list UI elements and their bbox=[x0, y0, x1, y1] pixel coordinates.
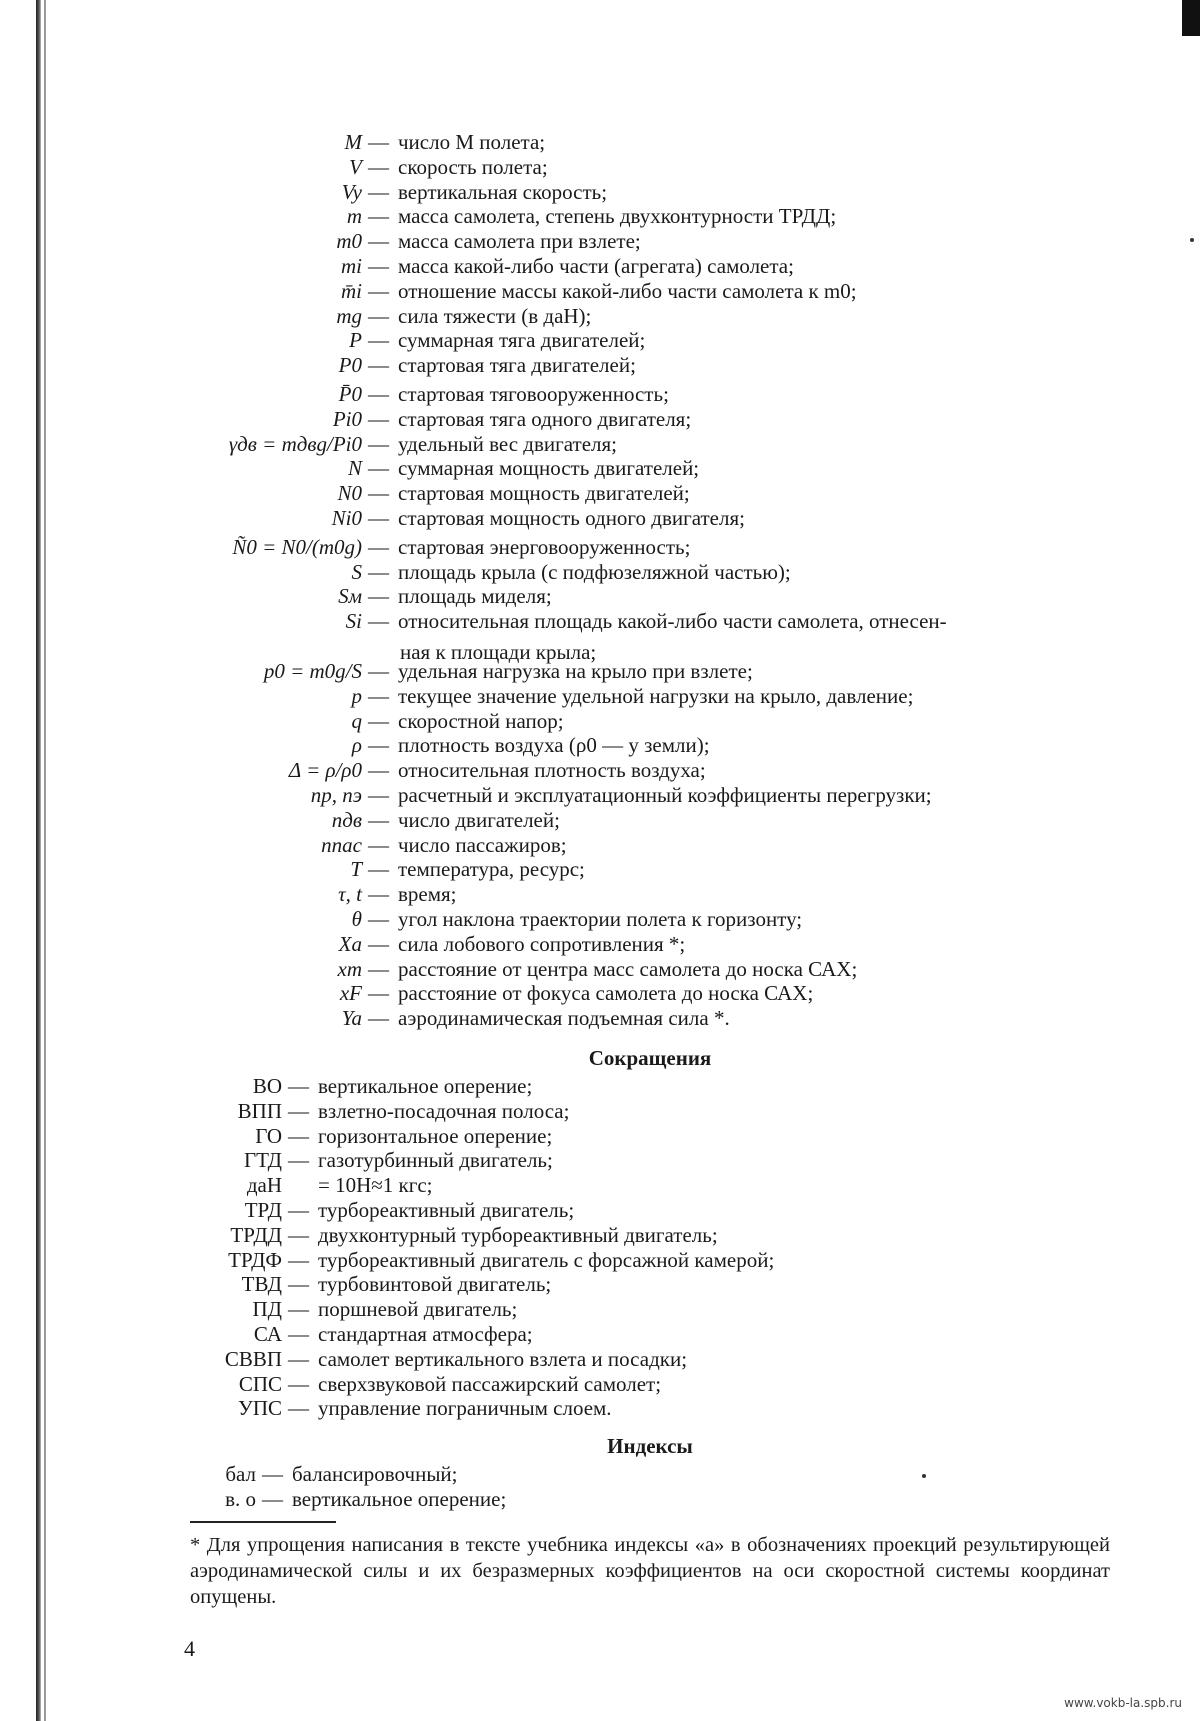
dash: — bbox=[368, 783, 389, 807]
abbreviation-definition: = 10Н≈1 кгс; bbox=[318, 1173, 433, 1198]
symbol-term: m bbox=[346, 204, 362, 229]
dash: — bbox=[288, 1346, 309, 1371]
dash: — bbox=[368, 506, 389, 530]
dash: — bbox=[368, 456, 389, 481]
symbol-definition: плотность воздуха (ρ0 — у земли); bbox=[398, 733, 710, 758]
dash: — bbox=[368, 584, 389, 609]
symbol-term: q bbox=[351, 708, 362, 733]
symbol-term: V bbox=[349, 154, 362, 179]
dash: — bbox=[368, 130, 389, 154]
dash: — bbox=[368, 406, 389, 431]
symbol-definition: масса какой-либо части (агрегата) самолета; bbox=[398, 254, 794, 278]
symbol-row bbox=[0, 407, 1200, 432]
dash: — bbox=[368, 931, 389, 956]
abbreviation-definition: турбореактивный двигатель с форсажной камерой; bbox=[318, 1247, 775, 1272]
abbreviation-term: ВО bbox=[252, 1074, 282, 1098]
abbreviation-row bbox=[0, 1148, 1200, 1173]
index-definition: вертикальное оперение; bbox=[292, 1486, 507, 1511]
symbol-term: nр, nэ bbox=[310, 783, 362, 807]
symbol-row bbox=[0, 506, 1200, 531]
symbol-term: M bbox=[344, 130, 362, 154]
symbol-term: Si bbox=[345, 609, 362, 634]
dash: — bbox=[288, 1074, 309, 1098]
symbol-row bbox=[0, 456, 1200, 481]
dash: — bbox=[288, 1148, 309, 1173]
dash: — bbox=[368, 204, 389, 229]
symbol-definition: скорость полета; bbox=[398, 154, 548, 179]
index-term: в. о bbox=[225, 1486, 256, 1511]
symbol-definition: сила тяжести (в даН); bbox=[398, 303, 592, 328]
abbreviation-definition: газотурбинный двигатель; bbox=[318, 1148, 553, 1173]
symbol-definition: скоростной напор; bbox=[398, 708, 564, 733]
dash: — bbox=[368, 832, 389, 857]
dash: — bbox=[368, 481, 389, 506]
dash: — bbox=[368, 278, 389, 303]
symbol-row bbox=[0, 684, 1200, 709]
symbol-definition: стартовая тяга двигателей; bbox=[398, 353, 636, 378]
dash: — bbox=[368, 708, 389, 733]
dash: — bbox=[368, 1006, 389, 1031]
symbol-row bbox=[0, 279, 1200, 304]
abbreviation-definition: управление пограничным слоем. bbox=[318, 1396, 612, 1421]
symbol-definition: стартовая мощность двигателей; bbox=[398, 481, 690, 506]
symbol-term: p bbox=[351, 683, 362, 708]
symbol-definition: стартовая энерговооруженность; bbox=[398, 534, 691, 559]
dash: — bbox=[288, 1272, 309, 1297]
page-number: 4 bbox=[184, 1636, 195, 1661]
symbol-definition: аэродинамическая подъемная сила *. bbox=[398, 1006, 730, 1031]
symbol-definition: масса самолета, степень двухконтурности ТРДД; bbox=[398, 204, 837, 229]
dash: — bbox=[288, 1247, 309, 1272]
symbol-row bbox=[0, 382, 1200, 407]
symbol-definition: температура, ресурс; bbox=[398, 857, 585, 882]
dash: — bbox=[288, 1222, 309, 1247]
abbreviation-definition: сверхзвуковой пассажирский самолет; bbox=[318, 1371, 662, 1396]
dash: — bbox=[368, 559, 389, 584]
symbol-definition: удельный вес двигателя; bbox=[398, 431, 617, 456]
symbol-row bbox=[0, 609, 1200, 634]
abbreviation-row bbox=[0, 1223, 1200, 1248]
dash: — bbox=[368, 382, 389, 406]
dash: — bbox=[368, 609, 389, 634]
symbol-definition: удельная нагрузка на крыло при взлете; bbox=[398, 659, 753, 683]
index-row bbox=[0, 1462, 1200, 1487]
symbol-term: N bbox=[347, 456, 362, 481]
abbreviation-term: ТРД bbox=[244, 1198, 282, 1222]
symbol-term: θ bbox=[351, 907, 362, 931]
symbol-row bbox=[0, 758, 1200, 783]
symbol-definition: угол наклона траектории полета к горизонту; bbox=[398, 907, 803, 931]
symbol-definition: расчетный и эксплуатационный коэффициенты перегрузки; bbox=[398, 783, 932, 807]
symbol-term: P bbox=[349, 328, 362, 353]
symbol-term: Xa bbox=[338, 931, 362, 956]
index-term: бал bbox=[225, 1462, 256, 1486]
dash: — bbox=[368, 956, 389, 981]
symbol-definition: время; bbox=[398, 882, 457, 907]
symbol-definition: расстояние от фокуса самолета до носка САХ; bbox=[398, 981, 814, 1006]
symbol-definition: стартовая тяга одного двигателя; bbox=[398, 406, 692, 431]
symbol-row bbox=[0, 709, 1200, 734]
dash: — bbox=[368, 733, 389, 758]
symbol-row bbox=[0, 304, 1200, 329]
symbol-row bbox=[0, 155, 1200, 180]
symbol-row bbox=[0, 833, 1200, 858]
symbol-term: γдв = mдвg/Pi0 bbox=[228, 431, 362, 456]
symbol-row bbox=[0, 180, 1200, 205]
abbreviation-definition: турбореактивный двигатель; bbox=[318, 1198, 575, 1222]
abbreviation-term: УПС bbox=[237, 1396, 282, 1421]
dash: — bbox=[368, 807, 389, 832]
symbol-definition: относительная площадь какой-либо части самолета, отнесен- bbox=[398, 609, 947, 634]
symbol-row bbox=[0, 432, 1200, 457]
abbreviation-row bbox=[0, 1322, 1200, 1347]
abbreviation-definition: вертикальное оперение; bbox=[318, 1074, 533, 1098]
symbol-row bbox=[0, 808, 1200, 833]
symbol-row bbox=[0, 882, 1200, 907]
dash: — bbox=[368, 907, 389, 931]
symbol-term: xF bbox=[339, 981, 362, 1006]
symbol-row bbox=[0, 481, 1200, 506]
symbol-row bbox=[0, 957, 1200, 982]
abbreviation-row bbox=[0, 1248, 1200, 1273]
symbol-definition: сила лобового сопротивления *; bbox=[398, 931, 686, 956]
symbol-term: mg bbox=[336, 303, 362, 328]
abbreviation-row bbox=[0, 1173, 1200, 1198]
symbol-term: Sм bbox=[338, 584, 362, 609]
dash: — bbox=[368, 534, 389, 559]
symbol-term: P̄0 bbox=[338, 382, 362, 406]
symbol-term: T bbox=[350, 857, 362, 882]
abbreviation-term: ВПП bbox=[237, 1098, 282, 1123]
symbol-term: P0 bbox=[338, 353, 362, 378]
abbreviation-row bbox=[0, 1198, 1200, 1223]
symbol-term: nдв bbox=[331, 807, 362, 832]
dash: — bbox=[288, 1396, 309, 1421]
symbol-term: m̄i bbox=[341, 278, 362, 303]
symbol-term: Ni0 bbox=[331, 506, 362, 530]
symbol-definition: суммарная мощность двигателей; bbox=[398, 456, 700, 481]
symbol-definition: суммарная тяга двигателей; bbox=[398, 328, 646, 353]
dash: — bbox=[368, 154, 389, 179]
dash: — bbox=[288, 1297, 309, 1322]
abbreviation-term: СА bbox=[253, 1322, 282, 1346]
dash: — bbox=[368, 431, 389, 456]
dash: — bbox=[368, 328, 389, 353]
symbol-definition: число пассажиров; bbox=[398, 832, 567, 857]
abbreviation-row bbox=[0, 1297, 1200, 1322]
watermark: www.vokb-la.spb.ru bbox=[1064, 1696, 1182, 1710]
symbol-definition: число двигателей; bbox=[398, 807, 560, 832]
symbol-term: Vy bbox=[341, 179, 362, 204]
symbol-definition: относительная плотность воздуха; bbox=[398, 758, 706, 783]
dash: — bbox=[368, 303, 389, 328]
abbreviation-row bbox=[0, 1347, 1200, 1372]
abbreviation-term: ТВД bbox=[241, 1272, 282, 1297]
dash: — bbox=[368, 659, 389, 683]
abbreviations-title: Сокращения bbox=[588, 1046, 712, 1070]
symbol-row bbox=[0, 130, 1200, 155]
dash: — bbox=[368, 857, 389, 882]
symbol-row bbox=[0, 1006, 1200, 1031]
abbreviation-definition: взлетно-посадочная полоса; bbox=[318, 1098, 570, 1123]
symbol-row bbox=[0, 907, 1200, 932]
symbol-row bbox=[0, 932, 1200, 957]
dash: — bbox=[288, 1098, 309, 1123]
dash: — bbox=[368, 254, 389, 278]
dash: — bbox=[368, 882, 389, 907]
symbol-row bbox=[0, 783, 1200, 808]
index-definition: балансировочный; bbox=[292, 1462, 458, 1486]
symbol-row bbox=[0, 204, 1200, 229]
symbol-definition: площадь крыла (с подфюзеляжной частью); bbox=[398, 559, 791, 584]
indices-title: Индексы bbox=[607, 1434, 693, 1458]
symbol-term: ρ bbox=[351, 733, 362, 758]
abbreviation-row bbox=[0, 1099, 1200, 1124]
symbol-row bbox=[0, 733, 1200, 758]
symbol-term: Δ = ρ/ρ0 bbox=[288, 758, 362, 783]
abbreviation-term: СВВП bbox=[224, 1346, 282, 1371]
symbol-term: nпас bbox=[321, 832, 362, 857]
symbol-definition: вертикальная скорость; bbox=[398, 179, 608, 204]
abbreviation-term: ТРДФ bbox=[228, 1247, 282, 1272]
symbol-definition: расстояние от центра масс самолета до носка САХ; bbox=[398, 956, 858, 981]
symbol-definition: отношение массы какой-либо части самолета к m0; bbox=[398, 278, 857, 303]
symbol-row bbox=[0, 229, 1200, 254]
symbol-definition: площадь миделя; bbox=[398, 584, 552, 609]
symbol-definition: текущее значение удельной нагрузки на крыло, давление; bbox=[398, 683, 914, 708]
abbreviation-row bbox=[0, 1372, 1200, 1397]
abbreviation-row bbox=[0, 1074, 1200, 1099]
symbol-definition: стартовая тяговооруженность; bbox=[398, 382, 669, 406]
dash: — bbox=[368, 758, 389, 783]
dash: — bbox=[368, 179, 389, 204]
scan-corner bbox=[1182, 0, 1200, 36]
abbreviation-definition: самолет вертикального взлета и посадки; bbox=[318, 1346, 688, 1371]
symbol-definition: масса самолета при взлете; bbox=[398, 229, 641, 254]
symbol-definition: стартовая мощность одного двигателя; bbox=[398, 506, 745, 530]
abbreviation-definition: поршневой двигатель; bbox=[318, 1297, 518, 1322]
symbol-row bbox=[0, 981, 1200, 1006]
abbreviation-row bbox=[0, 1124, 1200, 1149]
abbreviation-definition: стандартная атмосфера; bbox=[318, 1322, 533, 1346]
symbol-term: Ya bbox=[341, 1006, 362, 1031]
abbreviation-term: ГО bbox=[255, 1123, 282, 1148]
abbreviation-row bbox=[0, 1396, 1200, 1421]
symbol-row bbox=[0, 659, 1200, 684]
symbol-term: S bbox=[351, 559, 362, 584]
dash: — bbox=[368, 229, 389, 254]
abbreviation-row bbox=[0, 1272, 1200, 1297]
symbol-term: m0 bbox=[336, 229, 362, 254]
footnote-rule bbox=[190, 1521, 336, 1523]
dash: — bbox=[288, 1371, 309, 1396]
abbreviation-definition: турбовинтовой двигатель; bbox=[318, 1272, 552, 1297]
symbol-term: Pi0 bbox=[332, 406, 362, 431]
symbol-row bbox=[0, 353, 1200, 378]
abbreviation-term: даН bbox=[246, 1173, 282, 1198]
dash: — bbox=[368, 683, 389, 708]
abbreviation-term: СПС bbox=[238, 1371, 282, 1396]
abbreviation-term: ГТД bbox=[244, 1148, 282, 1173]
symbol-continuation: ная к площади крыла; bbox=[400, 640, 597, 664]
abbreviation-definition: горизонтальное оперение; bbox=[318, 1123, 553, 1148]
dash: — bbox=[288, 1123, 309, 1148]
index-row bbox=[0, 1487, 1200, 1512]
symbol-row bbox=[0, 584, 1200, 609]
symbol-term: p0 = m0g/S bbox=[263, 659, 362, 683]
symbol-row bbox=[0, 535, 1200, 560]
dash: — bbox=[368, 353, 389, 378]
symbol-term: mi bbox=[341, 254, 362, 278]
dash: — bbox=[368, 981, 389, 1006]
symbol-row bbox=[0, 857, 1200, 882]
dash: — bbox=[288, 1198, 309, 1222]
abbreviation-definition: двухконтурный турбореактивный двигатель; bbox=[318, 1222, 718, 1247]
abbreviation-term: ТРДД bbox=[230, 1222, 282, 1247]
symbol-term: N0 bbox=[337, 481, 362, 506]
symbol-row bbox=[0, 328, 1200, 353]
dash: — bbox=[262, 1462, 283, 1486]
symbol-row bbox=[0, 254, 1200, 279]
footnote: * Для упрощения написания в тексте учебника индексы «a» в обозначениях проекций результирующей аэродинамической силы и их безразмерных коэффициентов на оси скоростной системы координат опущены. bbox=[190, 1534, 1110, 1608]
symbol-term: xт bbox=[337, 956, 362, 981]
abbreviation-term: ПД bbox=[252, 1297, 282, 1322]
symbol-row bbox=[0, 560, 1200, 585]
symbol-term: Ñ0 = N0/(m0g) bbox=[232, 534, 362, 559]
dash: — bbox=[262, 1486, 283, 1511]
symbol-definition: число М полета; bbox=[398, 130, 546, 154]
dash: — bbox=[288, 1322, 309, 1346]
symbol-term: τ, t bbox=[338, 882, 362, 907]
